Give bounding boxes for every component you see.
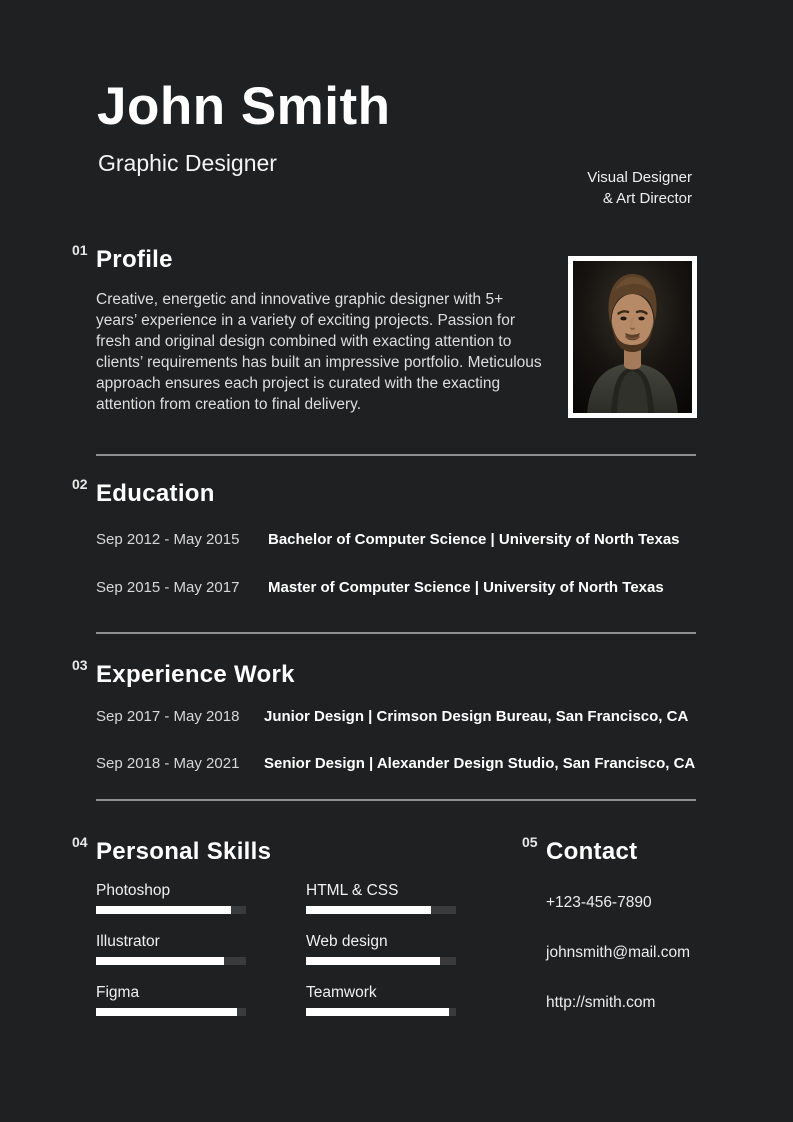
contact-list <box>546 893 690 1043</box>
contact-website: http://smith.com <box>546 994 656 1011</box>
contact-email: johnsmith@mail.com <box>546 944 691 961</box>
education-row <box>96 531 680 548</box>
skill-bar-track <box>306 957 456 965</box>
experience-row <box>96 708 688 725</box>
skill-bar-fill <box>96 957 224 965</box>
skill-bar-fill <box>306 1008 449 1016</box>
job-title: Graphic Designer <box>98 150 277 176</box>
section-head-experience <box>72 657 295 689</box>
skill-item <box>306 932 456 965</box>
portrait-photo-illustration <box>573 261 692 413</box>
skill-bar-track <box>96 1008 246 1016</box>
section-head-education <box>72 476 215 508</box>
skill-bar-fill <box>306 957 440 965</box>
skills-grid <box>96 881 456 1034</box>
skill-label: Figma <box>96 984 140 1001</box>
section-title: Education <box>96 480 215 507</box>
skill-item <box>96 881 246 914</box>
skill-bar-track <box>96 906 246 914</box>
section-title: Personal Skills <box>96 838 272 865</box>
section-head-profile <box>72 242 173 274</box>
experience-row <box>96 755 695 772</box>
skill-item <box>96 983 246 1016</box>
education-row <box>96 579 664 596</box>
education-detail: Bachelor of Computer Science | University of North Texas <box>268 531 680 548</box>
section-head-skills <box>72 834 272 866</box>
tagline <box>587 167 692 209</box>
section-title: Contact <box>546 838 638 865</box>
experience-dates: Sep 2018 - May 2021 <box>96 755 240 772</box>
education-detail: Master of Computer Science | University of North Texas <box>268 579 664 596</box>
person-name: John Smith <box>97 77 391 136</box>
profile-photo <box>568 256 697 418</box>
skills-column-1 <box>96 881 246 1034</box>
section-title: Experience Work <box>96 661 295 688</box>
skill-item <box>306 881 456 914</box>
section-number: 05 <box>522 834 538 850</box>
skill-label: HTML & CSS <box>306 882 399 899</box>
skill-label: Photoshop <box>96 882 171 899</box>
section-number: 04 <box>72 834 88 850</box>
skill-bar-fill <box>306 906 431 914</box>
skill-label: Illustrator <box>96 933 160 950</box>
skills-column-2 <box>306 881 456 1034</box>
section-head-contact <box>522 834 638 866</box>
skill-item <box>306 983 456 1016</box>
skill-bar-fill <box>96 1008 237 1016</box>
tagline-line-2: & Art Director <box>602 190 692 207</box>
section-divider <box>96 799 696 801</box>
tagline-line-1: Visual Designer <box>587 169 692 186</box>
skill-label: Teamwork <box>306 984 377 1001</box>
skill-item <box>96 932 246 965</box>
section-title: Profile <box>96 246 173 273</box>
section-number: 02 <box>72 476 88 492</box>
skill-bar-fill <box>96 906 231 914</box>
section-number: 03 <box>72 657 88 673</box>
experience-detail: Senior Design | Alexander Design Studio, San Francisco, CA <box>264 755 696 772</box>
education-dates: Sep 2012 - May 2015 <box>96 531 240 548</box>
skill-bar-track <box>306 906 456 914</box>
education-dates: Sep 2015 - May 2017 <box>96 579 240 596</box>
section-number: 01 <box>72 242 88 258</box>
skill-label: Web design <box>306 933 388 950</box>
contact-phone: +123-456-7890 <box>546 894 652 911</box>
experience-detail: Junior Design | Crimson Design Bureau, San Francisco, CA <box>264 708 689 725</box>
skill-bar-track <box>306 1008 456 1016</box>
section-divider <box>96 454 696 456</box>
profile-summary: Creative, energetic and innovative graphic designer with 5+ years’ experience in a variety of exciting projects. Passion for fresh and original design combined with exacting attention to clients’ requirements has built an impressive portfolio. Meticulous approach ensures each project is curated with the exacting attention from creation to final delivery. <box>96 291 542 413</box>
skill-bar-track <box>96 957 246 965</box>
experience-dates: Sep 2017 - May 2018 <box>96 708 240 725</box>
section-divider <box>96 632 696 634</box>
